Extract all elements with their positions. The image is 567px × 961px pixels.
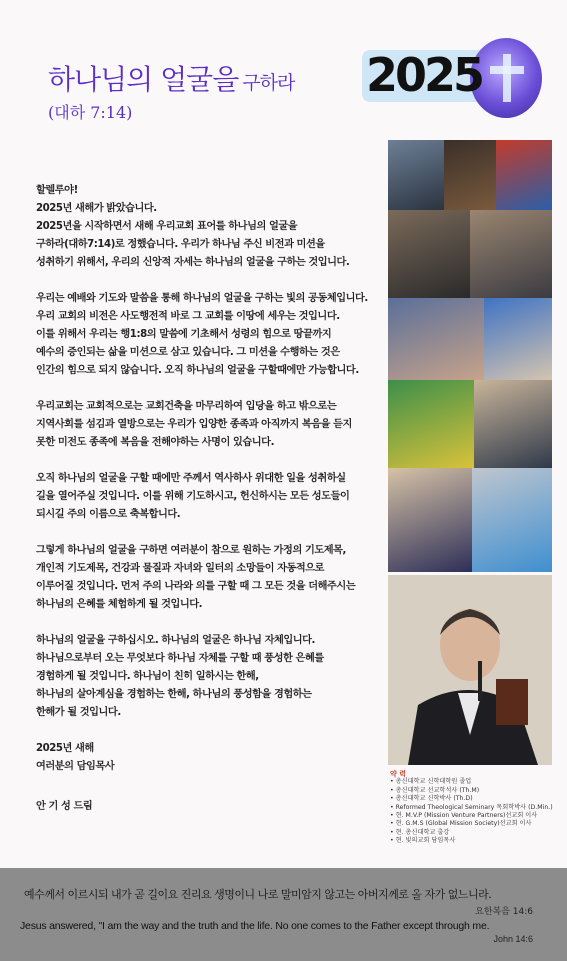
verse-english: Jesus answered, "I am the way and the truth and the life. No one comes to the Father except through me. bbox=[20, 920, 490, 932]
bio-item: • 현. G.M.S (Global Mission Society)선교회 이사 bbox=[390, 820, 560, 828]
bio-item: • 총신대학교 신학박사 (Th.D) bbox=[390, 795, 560, 803]
verse-english-reference: John 14:6 bbox=[493, 934, 533, 944]
cross-icon bbox=[490, 54, 524, 102]
collage-photo bbox=[388, 298, 484, 380]
bio-item: • 현. 총신대학교 출강 bbox=[390, 829, 560, 837]
collage-photo bbox=[388, 380, 474, 468]
photo-collage bbox=[388, 140, 552, 572]
letter-paragraph: 우리는 예배와 기도와 말씀을 통해 하나님의 얼굴을 구하는 빛의 공동체입니다. 우리 교회의 비전은 사도행전적 바로 그 교회를 이땅에 세우는 것입니다. 이를 위해서 우리는 행1:8의 말씀에 기초해서 성령의 힘으로 땅끝까지 예수의 증인되는 삶을 미션으로 삼고 있습니다. 그 미션을 수행하는 것은 인간의 힘으로 되지 않습니다. 오직 하나님의 얼굴을 구할때에만 가능합니다. bbox=[36, 293, 368, 376]
pastor-letter bbox=[36, 182, 386, 816]
collage-photo bbox=[472, 468, 552, 572]
collage-photo bbox=[470, 210, 552, 298]
collage-photo bbox=[388, 210, 470, 298]
collage-photo bbox=[474, 380, 552, 468]
letter-closing bbox=[36, 740, 386, 816]
bio-item: • Reformed Theological Seminary 목회학박사 (D.Min.) bbox=[390, 804, 560, 812]
pastor-portrait bbox=[388, 575, 552, 765]
year-badge bbox=[362, 38, 540, 118]
page-title bbox=[48, 58, 294, 98]
pastor-silhouette bbox=[388, 575, 552, 765]
bio-item: • 현. M.V.P (Mission Venture Partners)선교회 이사 bbox=[390, 812, 560, 820]
letter-paragraph: 할렐루야! 2025년 새해가 밝았습니다. 2025년을 시작하면서 새해 우리교회 표어를 하나님의 얼굴을 구하라(대하7:14)로 정했습니다. 우리가 하나님 주신 비전과 미션을 성취하기 위해서, 우리의 신앙적 자세는 하나님의 얼굴을 구하는 것입니다. bbox=[36, 185, 350, 268]
letter-paragraph: 그렇게 하나님의 얼굴을 구하면 여러분이 참으로 원하는 가정의 기도제목, 개인적 기도제목, 건강과 물질과 자녀와 일터의 소망들이 자동적으로 이루어질 것입니다. 먼저 주의 나라와 의를 구할 때 그 모든 것을 더해주시는 하나님의 은혜를 체험하게 될 것입니다. bbox=[36, 545, 356, 610]
letter-paragraph: 하나님의 얼굴을 구하십시오. 하나님의 얼굴은 하나님 자체입니다. 하나님으로부터 오는 무엇보다 하나님 자체를 구할 때 풍성한 은혜를 경험하게 될 것입니다. 하나님이 친히 일하시는 한해, 하나님의 살아계심을 경험하는 한해, 하나님의 풍성함을 경험하는 한해가 될 것입니다. bbox=[36, 635, 324, 718]
bio-item: • 현. 빛의교회 담임목사 bbox=[390, 837, 560, 845]
bio-item: • 총신대학교 신학대학원 졸업 bbox=[390, 778, 560, 786]
pastor-bio bbox=[390, 770, 560, 846]
collage-photo bbox=[444, 140, 496, 210]
verse-korean-reference: 요한복음 14:6 bbox=[475, 907, 533, 917]
title-main: 하나님의 얼굴을 bbox=[48, 63, 239, 96]
bio-list bbox=[390, 778, 560, 845]
closing-line: 2025년 새해 bbox=[36, 743, 94, 754]
bio-heading: 약 력 bbox=[390, 770, 406, 778]
title-sub: 구하라 bbox=[242, 72, 295, 94]
verse-korean: 예수께서 이르시되 내가 곧 길이요 진리요 생명이니 나로 말미암지 않고는 아버지께로 올 자가 없느니라. bbox=[24, 888, 492, 901]
signature: 안 기 성 드림 bbox=[36, 801, 93, 812]
letter-paragraph: 오직 하나님의 얼굴을 구할 때에만 주께서 역사하사 위대한 일을 성취하실 길을 열어주실 것입니다. 이를 위해 기도하시고, 헌신하시는 모든 성도들이 되시길 주의 이름으로 축복합니다. bbox=[36, 473, 350, 520]
year-text: 2025 bbox=[366, 48, 483, 102]
collage-photo bbox=[388, 140, 444, 210]
scripture-footer bbox=[0, 868, 567, 961]
closing-line: 여러분의 담임목사 bbox=[36, 761, 115, 772]
collage-photo bbox=[388, 468, 472, 572]
scripture-reference: (대하 7:14) bbox=[48, 103, 133, 122]
collage-photo bbox=[484, 298, 552, 380]
bio-item: • 총신대학교 선교학석사 (Th.M) bbox=[390, 787, 560, 795]
letter-paragraph: 우리교회는 교회적으로는 교회건축을 마무리하여 입당을 하고 밖으로는 지역사회를 섬김과 열방으로는 우리가 입양한 종족과 아직까지 복음을 듣지 못한 미전도 종족에 복음을 전해야하는 사명이 있습니다. bbox=[36, 401, 352, 448]
collage-photo bbox=[496, 140, 552, 210]
